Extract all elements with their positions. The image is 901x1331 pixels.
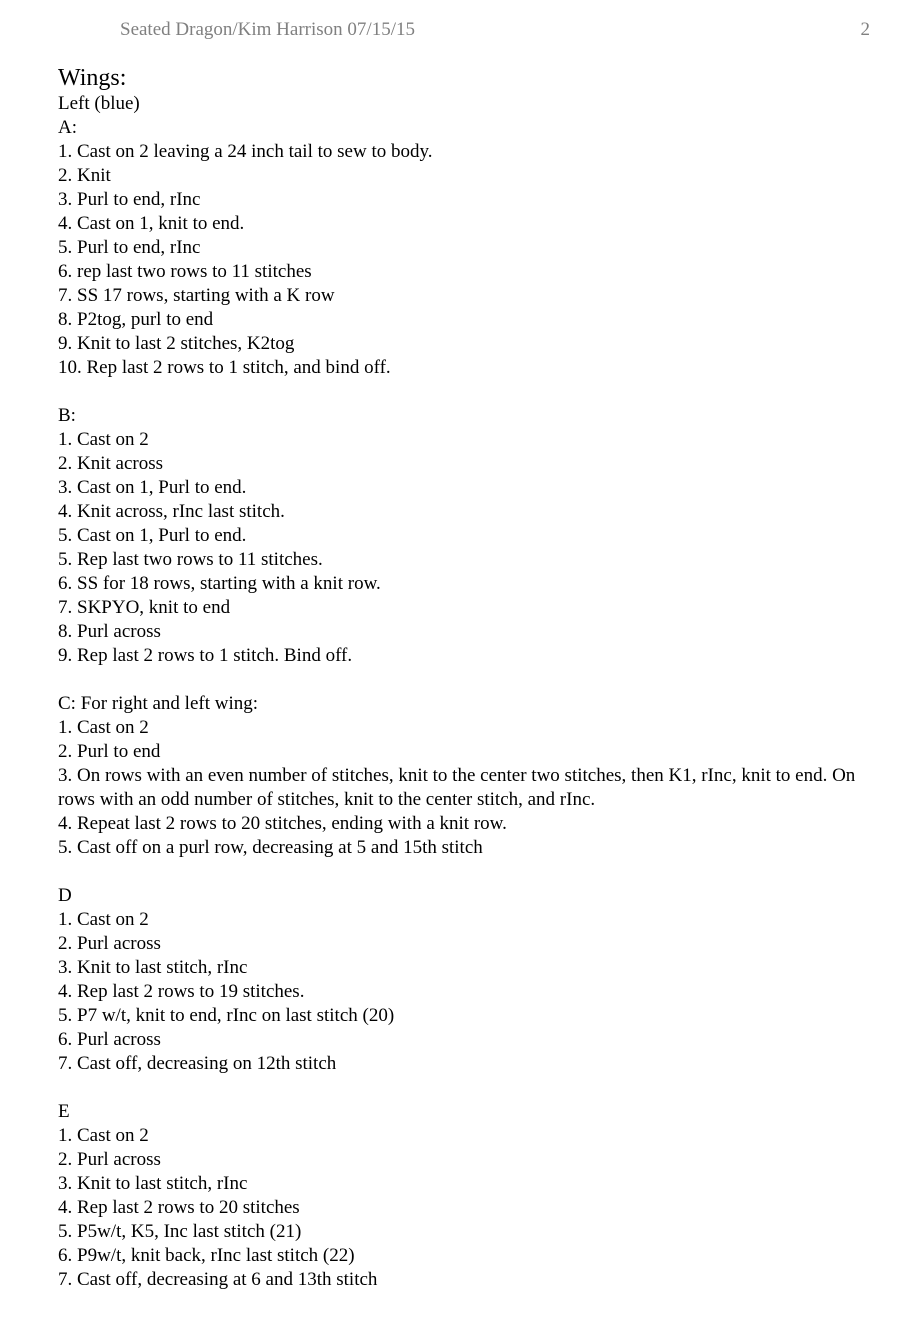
section-b-step: 5. Rep last two rows to 11 stitches. [58, 549, 323, 570]
section-c-step: 5. Cast off on a purl row, decreasing at 5 and 15th stitch [58, 837, 483, 858]
section-c-step: 4. Repeat last 2 rows to 20 stitches, ending with a knit row. [58, 813, 507, 834]
section-a-label: A: [58, 117, 77, 138]
section-b-step: 3. Cast on 1, Purl to end. [58, 477, 247, 498]
section-d-label: D [58, 885, 72, 906]
section-a-step: 8. P2tog, purl to end [58, 309, 214, 330]
spacer [58, 860, 878, 884]
section-e-step: 4. Rep last 2 rows to 20 stitches [58, 1197, 300, 1218]
document-header-title: Seated Dragon/Kim Harrison 07/15/15 [120, 19, 415, 40]
section-d-step: 7. Cast off, decreasing on 12th stitch [58, 1053, 337, 1074]
section-c-step: 1. Cast on 2 [58, 717, 149, 738]
section-c-step: 2. Purl to end [58, 741, 161, 762]
section-a-step: 4. Cast on 1, knit to end. [58, 213, 245, 234]
subtitle: Left (blue) [58, 93, 140, 114]
spacer [58, 668, 878, 692]
section-e-step: 5. P5w/t, K5, Inc last stitch (21) [58, 1221, 302, 1242]
section-d-step: 1. Cast on 2 [58, 909, 149, 930]
section-b-step: 9. Rep last 2 rows to 1 stitch. Bind off. [58, 645, 353, 666]
section-e-step: 2. Purl across [58, 1149, 161, 1170]
section-a-step: 7. SS 17 rows, starting with a K row [58, 285, 335, 306]
section-b-step: 6. SS for 18 rows, starting with a knit row. [58, 573, 381, 594]
section-a-step: 9. Knit to last 2 stitches, K2tog [58, 333, 295, 354]
section-b-step: 7. SKPYO, knit to end [58, 597, 231, 618]
section-e-step: 7. Cast off, decreasing at 6 and 13th stitch [58, 1269, 378, 1290]
section-e-label: E [58, 1101, 70, 1122]
section-a-step: 3. Purl to end, rInc [58, 189, 201, 210]
section-b-label: B: [58, 405, 76, 426]
section-a-step: 6. rep last two rows to 11 stitches [58, 261, 312, 282]
section-d-step: 6. Purl across [58, 1029, 161, 1050]
section-a-step: 1. Cast on 2 leaving a 24 inch tail to sew to body. [58, 141, 433, 162]
section-d-step: 2. Purl across [58, 933, 161, 954]
section-a-step: 5. Purl to end, rInc [58, 237, 201, 258]
section-d-step: 4. Rep last 2 rows to 19 stitches. [58, 981, 305, 1002]
section-b-step: 2. Knit across [58, 453, 164, 474]
section-title: Wings: [58, 65, 127, 91]
section-c-label: C: For right and left wing: [58, 693, 259, 714]
section-e-step: 3. Knit to last stitch, rInc [58, 1173, 248, 1194]
spacer [58, 380, 878, 404]
section-d-step: 5. P7 w/t, knit to end, rInc on last stitch (20) [58, 1005, 395, 1026]
document-body [58, 64, 878, 1292]
page-number: 2 [860, 19, 870, 40]
spacer [58, 1076, 878, 1100]
section-a-step: 2. Knit [58, 165, 111, 186]
section-d-step: 3. Knit to last stitch, rInc [58, 957, 248, 978]
section-e-step: 1. Cast on 2 [58, 1125, 149, 1146]
section-a-step: 10. Rep last 2 rows to 1 stitch, and bind off. [58, 357, 391, 378]
section-b-step: 1. Cast on 2 [58, 429, 149, 450]
section-b-step: 5. Cast on 1, Purl to end. [58, 525, 247, 546]
section-b-step: 4. Knit across, rInc last stitch. [58, 501, 285, 522]
section-c-step: 3. On rows with an even number of stitches, knit to the center two stitches, then K1, rInc, knit to end. On rows with an odd number of stitches, knit to the center stitch, and rInc. [58, 765, 861, 810]
section-e-step: 6. P9w/t, knit back, rInc last stitch (22) [58, 1245, 355, 1266]
section-b-step: 8. Purl across [58, 621, 161, 642]
